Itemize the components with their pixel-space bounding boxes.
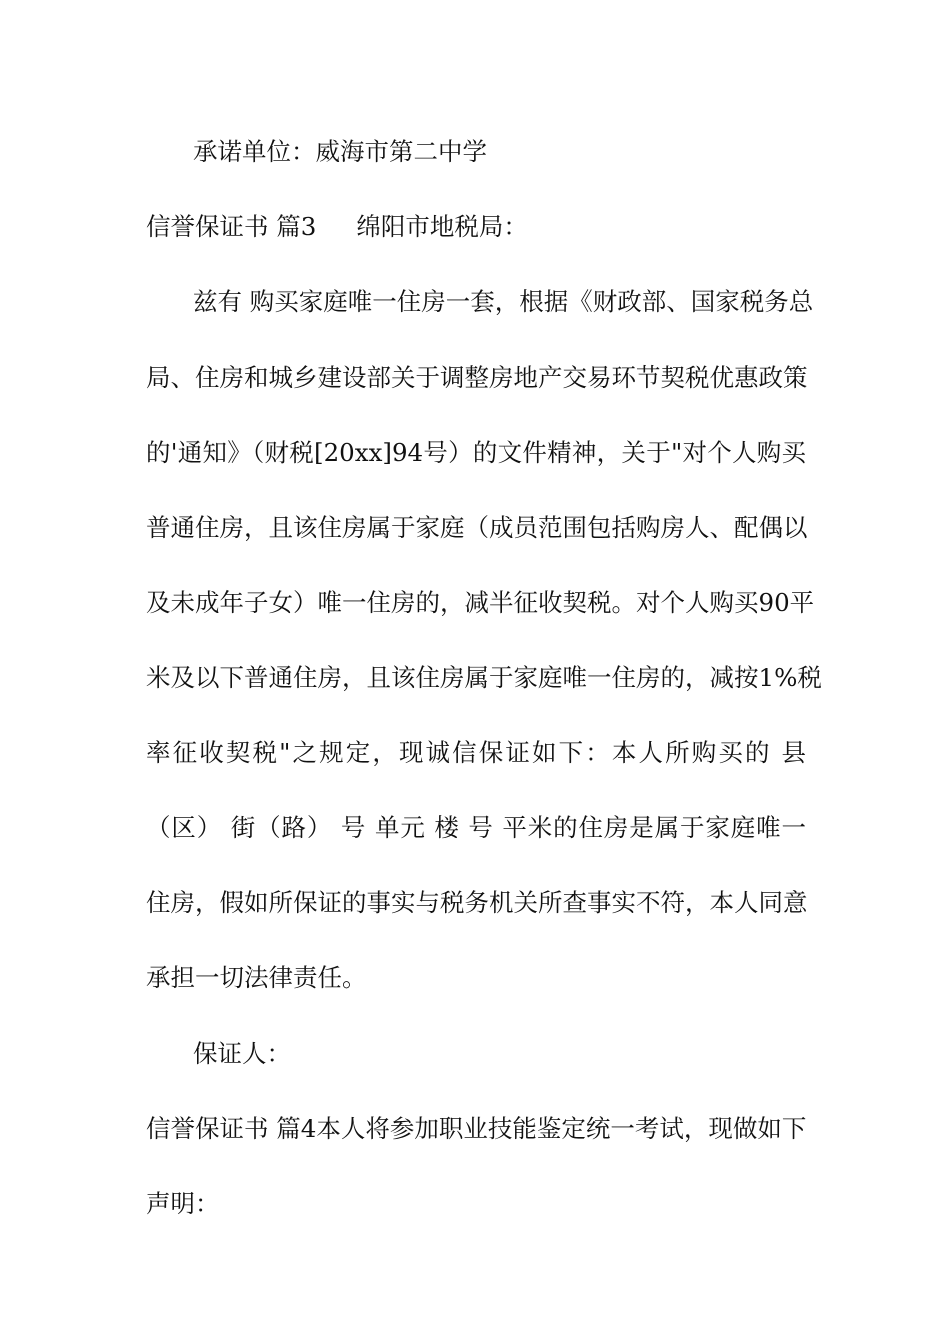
pledge-3-body-line-8: （区） 街（路） 号 单元 楼 号 平米的住房是属于家庭唯一: [146, 813, 806, 842]
pledge-3-body-line-3: 的'通知》（财税[20xx]94号）的文件精神，关于"对个人购买: [146, 438, 806, 467]
pledge-3-body-line-10: 承担一切法律责任。: [146, 963, 367, 992]
pledge-3-signer: 保证人：: [193, 1039, 291, 1068]
pledge-4-line-1: 信誉保证书 篇4本人将参加职业技能鉴定统一考试，现做如下: [146, 1114, 807, 1143]
pledge-3-body-line-6: 米及以下普通住房，且该住房属于家庭唯一住房的，减按1%税: [146, 663, 822, 692]
pledge-3-heading: 信誉保证书 篇3: [146, 212, 317, 241]
pledge-3-addressee: 绵阳市地税局：: [356, 212, 528, 241]
pledge-3-body-line-5: 及未成年子女）唯一住房的，减半征收契税。对个人购买90平: [146, 588, 815, 617]
pledge-3-body-line-1: 兹有 购买家庭唯一住房一套，根据《财政部、国家税务总: [193, 287, 814, 316]
pledge-3-body-line-4: 普通住房，且该住房属于家庭（成员范围包括购房人、配偶以: [146, 513, 808, 542]
commitment-unit: 承诺单位：威海市第二中学: [193, 137, 487, 166]
pledge-3-heading-line: [146, 212, 806, 242]
pledge-4-line-2: 声明：: [146, 1189, 220, 1218]
pledge-3-body-line-9: 住房，假如所保证的事实与税务机关所查事实不符，本人同意: [146, 888, 808, 917]
pledge-3-body-line-2: 局、住房和城乡建设部关于调整房地产交易环节契税优惠政策: [146, 363, 808, 392]
pledge-3-body-line-7: 率征收契税"之规定，现诚信保证如下：本人所购买的 县: [146, 738, 806, 767]
